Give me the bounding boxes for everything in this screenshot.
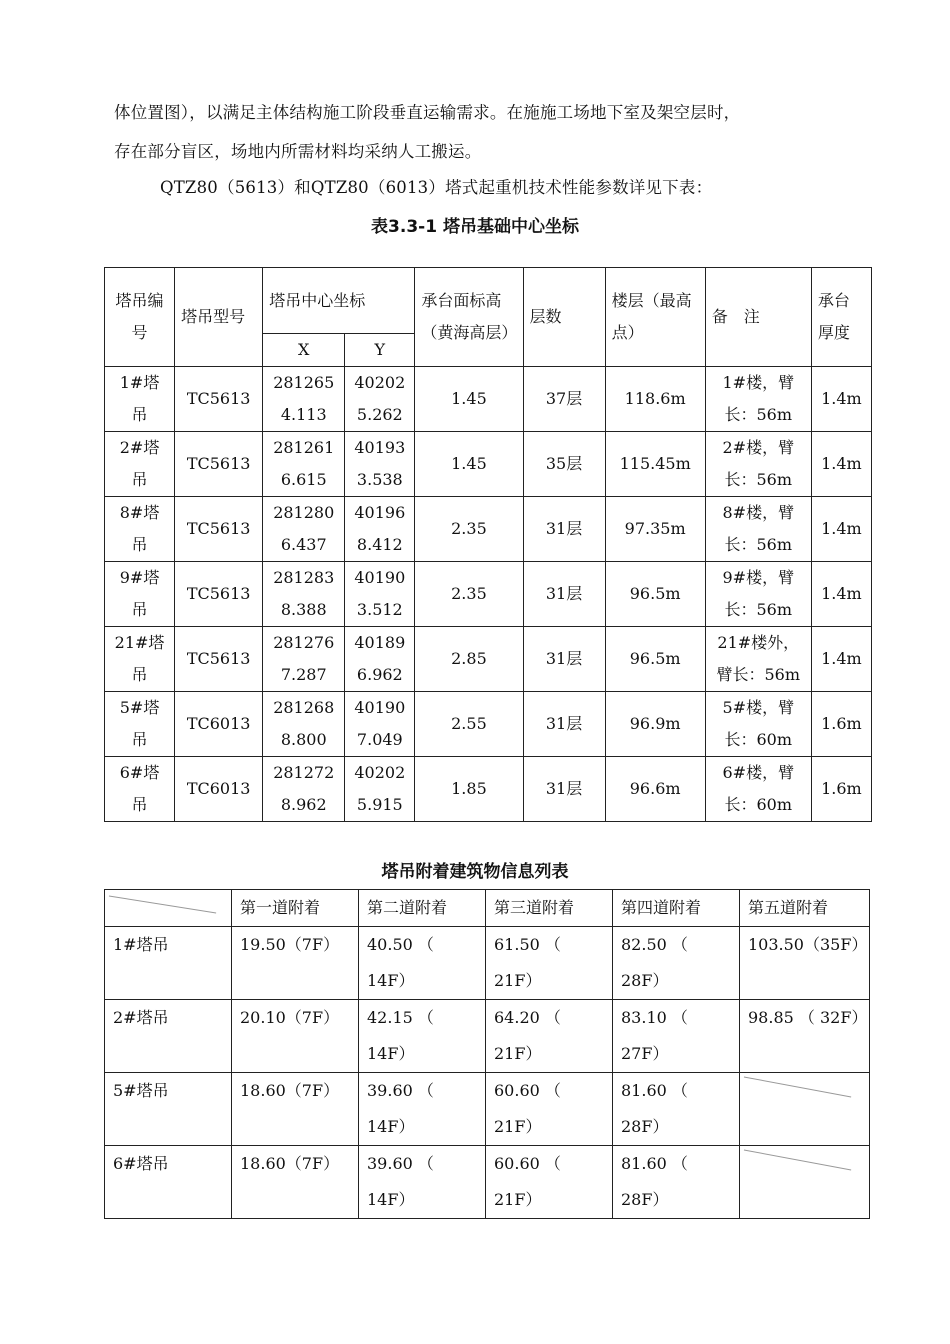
attachment-cell: 81.60 （ 28F） bbox=[613, 1073, 740, 1146]
header-y: Y bbox=[345, 334, 415, 367]
crane-model-cell: TC6013 bbox=[175, 757, 263, 822]
crane-id-cell: 6#塔 吊 bbox=[105, 757, 175, 822]
attachment-cell: 40.50 （ 14F） bbox=[359, 927, 486, 1000]
table-row bbox=[105, 927, 870, 1000]
empty-diagonal-cell bbox=[740, 1146, 870, 1219]
attachment-cell: 18.60（7F） bbox=[232, 1146, 359, 1219]
attachment-cell: 98.85 （ 32F） bbox=[740, 1000, 870, 1073]
y-coordinate-cell: 40202 5.262 bbox=[345, 367, 415, 432]
tower-crane-coordinates-table bbox=[104, 267, 872, 822]
header-attachment-1: 第一道附着 bbox=[232, 890, 359, 927]
crane-model-cell: TC5613 bbox=[175, 367, 263, 432]
floors-cell: 31层 bbox=[523, 692, 605, 757]
y-coordinate-cell: 40190 7.049 bbox=[345, 692, 415, 757]
elevation-cell: 2.55 bbox=[415, 692, 523, 757]
floors-cell: 35层 bbox=[523, 432, 605, 497]
table-row bbox=[105, 1073, 870, 1146]
y-coordinate-cell: 40202 5.915 bbox=[345, 757, 415, 822]
remark-cell: 9#楼，臂 长：56m bbox=[705, 562, 811, 627]
attachment-cell: 39.60 （ 14F） bbox=[359, 1146, 486, 1219]
attachment-cell: 60.60 （ 21F） bbox=[486, 1073, 613, 1146]
height-cell: 115.45m bbox=[605, 432, 705, 497]
header-floors: 层数 bbox=[523, 268, 605, 367]
thickness-cell: 1.4m bbox=[811, 627, 871, 692]
crane-id-cell: 9#塔 吊 bbox=[105, 562, 175, 627]
table1-caption: 表3.3-1 塔吊基础中心坐标 bbox=[371, 217, 579, 237]
header-height: 楼层（最高点） bbox=[605, 268, 705, 367]
table-row bbox=[105, 1146, 870, 1219]
remark-cell: 8#楼，臂 长：56m bbox=[705, 497, 811, 562]
elevation-cell: 1.45 bbox=[415, 367, 523, 432]
crane-attachment-table bbox=[104, 889, 870, 1219]
table-row bbox=[105, 367, 872, 432]
y-coordinate-cell: 40196 8.412 bbox=[345, 497, 415, 562]
crane-model-cell: TC5613 bbox=[175, 627, 263, 692]
attachment-cell: 82.50 （ 28F） bbox=[613, 927, 740, 1000]
x-coordinate-cell: 281283 8.388 bbox=[263, 562, 345, 627]
floors-cell: 31层 bbox=[523, 627, 605, 692]
height-cell: 96.9m bbox=[605, 692, 705, 757]
thickness-cell: 1.4m bbox=[811, 432, 871, 497]
crane-id-cell: 5#塔 吊 bbox=[105, 692, 175, 757]
crane-name-cell: 1#塔吊 bbox=[105, 927, 232, 1000]
header-elevation: 承台面标高（黄海高层） bbox=[415, 268, 523, 367]
table-row bbox=[105, 692, 872, 757]
floors-cell: 31层 bbox=[523, 757, 605, 822]
table-row bbox=[105, 627, 872, 692]
thickness-cell: 1.6m bbox=[811, 757, 871, 822]
elevation-cell: 2.85 bbox=[415, 627, 523, 692]
empty-diagonal-cell bbox=[740, 1073, 870, 1146]
attachment-cell: 83.10 （ 27F） bbox=[613, 1000, 740, 1073]
header-attachment-4: 第四道附着 bbox=[613, 890, 740, 927]
header-attachment-2: 第二道附着 bbox=[359, 890, 486, 927]
header-crane-id: 塔吊编号 bbox=[105, 268, 175, 367]
x-coordinate-cell: 281276 7.287 bbox=[263, 627, 345, 692]
elevation-cell: 1.85 bbox=[415, 757, 523, 822]
header-thickness: 承台厚度 bbox=[811, 268, 871, 367]
attachment-cell: 61.50 （ 21F） bbox=[486, 927, 613, 1000]
crane-name-cell: 2#塔吊 bbox=[105, 1000, 232, 1073]
header-remark: 备 注 bbox=[705, 268, 811, 367]
remark-cell: 5#楼，臂 长：60m bbox=[705, 692, 811, 757]
height-cell: 118.6m bbox=[605, 367, 705, 432]
attachment-cell: 18.60（7F） bbox=[232, 1073, 359, 1146]
remark-cell: 21#楼外， 臂长：56m bbox=[705, 627, 811, 692]
table-row bbox=[105, 562, 872, 627]
x-coordinate-cell: 281272 8.962 bbox=[263, 757, 345, 822]
crane-id-cell: 8#塔 吊 bbox=[105, 497, 175, 562]
crane-id-cell: 1#塔 吊 bbox=[105, 367, 175, 432]
attachment-cell: 20.10（7F） bbox=[232, 1000, 359, 1073]
header-attachment-5: 第五道附着 bbox=[740, 890, 870, 927]
x-coordinate-cell: 281268 8.800 bbox=[263, 692, 345, 757]
floors-cell: 31层 bbox=[523, 497, 605, 562]
table-row bbox=[105, 757, 872, 822]
x-coordinate-cell: 281265 4.113 bbox=[263, 367, 345, 432]
thickness-cell: 1.4m bbox=[811, 497, 871, 562]
header-attachment-3: 第三道附着 bbox=[486, 890, 613, 927]
attachment-cell: 103.50（35F） bbox=[740, 927, 870, 1000]
height-cell: 96.5m bbox=[605, 627, 705, 692]
x-coordinate-cell: 281261 6.615 bbox=[263, 432, 345, 497]
crane-name-cell: 6#塔吊 bbox=[105, 1146, 232, 1219]
attachment-cell: 64.20 （ 21F） bbox=[486, 1000, 613, 1073]
crane-model-cell: TC5613 bbox=[175, 432, 263, 497]
table-row bbox=[105, 432, 872, 497]
height-cell: 96.5m bbox=[605, 562, 705, 627]
crane-id-cell: 21#塔 吊 bbox=[105, 627, 175, 692]
thickness-cell: 1.4m bbox=[811, 367, 871, 432]
y-coordinate-cell: 40190 3.512 bbox=[345, 562, 415, 627]
height-cell: 96.6m bbox=[605, 757, 705, 822]
x-coordinate-cell: 281280 6.437 bbox=[263, 497, 345, 562]
table-row bbox=[105, 497, 872, 562]
y-coordinate-cell: 40193 3.538 bbox=[345, 432, 415, 497]
attachment-cell: 81.60 （ 28F） bbox=[613, 1146, 740, 1219]
thickness-cell: 1.6m bbox=[811, 692, 871, 757]
header-center-coordinates: 塔吊中心坐标 bbox=[263, 268, 415, 334]
table-row bbox=[105, 1000, 870, 1073]
attachment-cell: 19.50（7F） bbox=[232, 927, 359, 1000]
floors-cell: 31层 bbox=[523, 562, 605, 627]
attachment-cell: 39.60 （ 14F） bbox=[359, 1073, 486, 1146]
remark-cell: 2#楼，臂 长：56m bbox=[705, 432, 811, 497]
elevation-cell: 2.35 bbox=[415, 497, 523, 562]
remark-cell: 6#楼，臂 长：60m bbox=[705, 757, 811, 822]
header-crane-model: 塔吊型号 bbox=[175, 268, 263, 367]
thickness-cell: 1.4m bbox=[811, 562, 871, 627]
y-coordinate-cell: 40189 6.962 bbox=[345, 627, 415, 692]
remark-cell: 1#楼，臂 长：56m bbox=[705, 367, 811, 432]
crane-model-cell: TC5613 bbox=[175, 497, 263, 562]
attachment-cell: 60.60 （ 21F） bbox=[486, 1146, 613, 1219]
crane-name-cell: 5#塔吊 bbox=[105, 1073, 232, 1146]
crane-id-cell: 2#塔 吊 bbox=[105, 432, 175, 497]
diagonal-header-cell bbox=[105, 890, 232, 927]
crane-model-cell: TC6013 bbox=[175, 692, 263, 757]
paragraph-line-2: 存在部分盲区，场地内所需材料均采纳人工搬运。 bbox=[114, 142, 482, 161]
crane-model-cell: TC5613 bbox=[175, 562, 263, 627]
attachment-cell: 42.15 （ 14F） bbox=[359, 1000, 486, 1073]
floors-cell: 37层 bbox=[523, 367, 605, 432]
height-cell: 97.35m bbox=[605, 497, 705, 562]
paragraph-line-1: 体位置图），以满足主体结构施工阶段垂直运输需求。在施施工场地下室及架空层时， bbox=[114, 103, 741, 122]
paragraph-line-3: QTZ80（5613）和QTZ80（6013）塔式起重机技术性能参数详见下表： bbox=[160, 178, 713, 197]
elevation-cell: 2.35 bbox=[415, 562, 523, 627]
header-x: X bbox=[263, 334, 345, 367]
table2-caption: 塔吊附着建筑物信息列表 bbox=[381, 862, 569, 882]
elevation-cell: 1.45 bbox=[415, 432, 523, 497]
